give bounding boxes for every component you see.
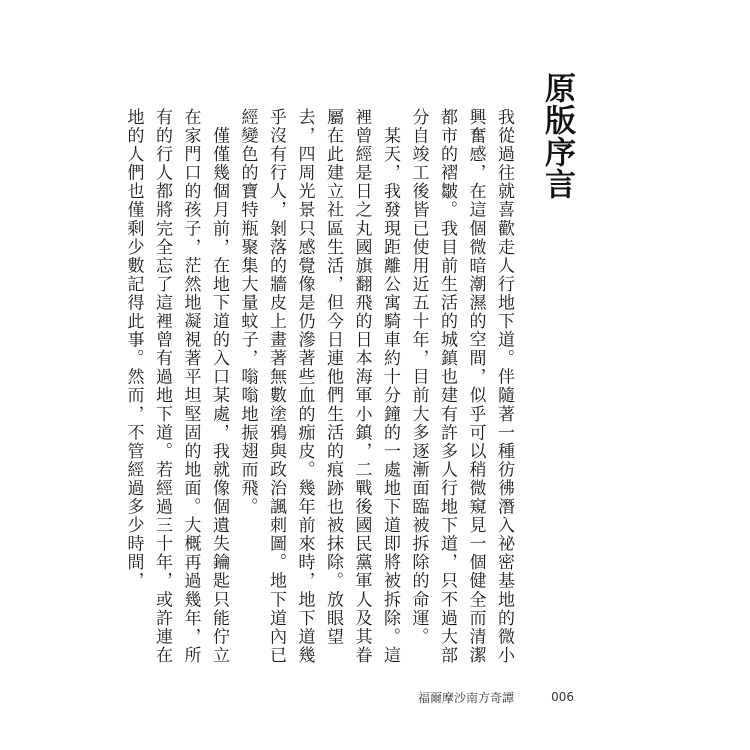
paragraph-3: 僅僅幾個月前，在地下道的入口某處，我就像個遺失鑰匙只能佇立在家門口的孩子，茫然地凝視著平坦堅固的地面。大概再過幾年，所有的行人都將完全忘了這裡曾有過地下道。若經過三十年，或許連在地的人們也僅剩少數記得此事。然而，不管經過多少時間，	[123, 108, 229, 665]
paragraph-1: 我從過往就喜歡走人行地下道。伴隨著一種彷彿潛入祕密基地的微小興奮感，在這個微暗潮濕的空間，似乎可以稍微窺見一個健全而清潔都市的褶皺。我目前生活的城鎮也建有許多人行地下道，只不過大部分自竣工後皆已使用近五十年，目前大多逐漸面臨被拆除的命運。	[408, 108, 514, 665]
page-footer	[418, 688, 574, 706]
page-number: 006	[551, 690, 574, 704]
body-text	[123, 108, 518, 670]
paragraph-2: 某天，我發現距離公寓騎車約十分鐘的一處地下道即將被拆除。這裡曾經是日之丸國旗翻飛的日本海軍小鎮，二戰後國民黨軍人及其眷屬在此建立社區生活，但今日連他們生活的痕跡也被抹除。放眼望去，四周光景只感覺像是仍滲著些血的痂皮。幾年前來時，地下道幾乎沒有行人，剝落的牆皮上畫著無數塗鴉與政治諷刺圖。地下道內已經變色的寶特瓶聚集大量蚊子，嗡嗡地振翅而飛。	[237, 108, 400, 665]
page-title: 原版序言	[539, 72, 575, 200]
running-book-title: 福爾摩沙南方奇譚	[418, 690, 515, 705]
